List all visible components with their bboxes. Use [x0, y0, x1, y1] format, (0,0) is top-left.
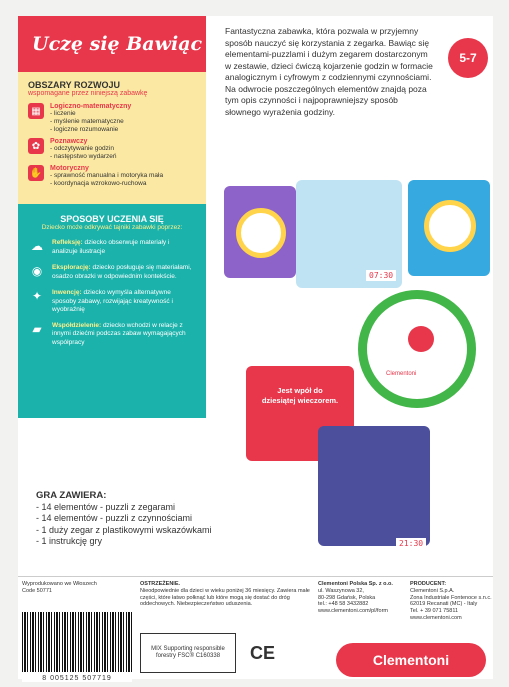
puzzle-scene-evening [318, 426, 430, 546]
brain-icon: ✿ [28, 138, 44, 154]
area-point: - logiczne rozumowanie [50, 126, 119, 133]
contents-item: - 14 elementów - puzzli z zegarami [36, 501, 176, 512]
address-line: www.clementoni.com/pl/form [318, 608, 388, 615]
producer-line: 62019 Recanati (MC) - Italy [410, 601, 478, 608]
time-label: 21:30 [396, 538, 426, 549]
producer-info [410, 581, 492, 622]
methods-subtitle: Dziecko może odkrywać tajniki zabawki poprzez: [41, 224, 183, 231]
method-text: dziecko obserwuje materiały i analizuje ilustracje [52, 239, 170, 255]
method-label: Refleksję: [52, 239, 83, 246]
producer-line: Zona Industriale Fontenoce s.n.c. [410, 594, 492, 601]
area-logical [28, 103, 196, 134]
brand-logo: Clementoni [336, 643, 486, 677]
product-illustration [218, 166, 493, 548]
header-banner [18, 16, 206, 72]
time-label: 07:30 [366, 270, 396, 281]
area-point: - następstwo wydarzeń [50, 153, 117, 160]
address-line: ul. Waszynowa 32, [318, 587, 364, 594]
area-point: - sprawność manualna i motoryka mała [50, 172, 164, 179]
method-text: dziecko wymyśla alternatywne sposoby zabawy, rozwijając kreatywność i wyobraźnię [52, 289, 173, 313]
method-label: Eksplorację: [52, 264, 91, 271]
area-motor [28, 165, 196, 188]
made-in: Wyprodukowano we Włoszech [22, 581, 97, 587]
method-label: Współdzielenie: [52, 321, 102, 329]
warning [140, 581, 310, 608]
method-label: Inwencję: [52, 289, 82, 296]
company-name: Clementoni Polska Sp. z o.o. [318, 581, 393, 587]
area-point: - koordynacja wzrokowo-ruchowa [50, 180, 147, 187]
address-line: 80-298 Gdańsk, Polska [318, 594, 376, 601]
box-back [18, 16, 493, 682]
method-text: dziecko posługuje się materiałami, osadzo obrazki w odpowiednim kontekście. [52, 264, 192, 280]
game-contents [36, 490, 276, 548]
barcode-number: 8 005125 507719 [22, 675, 132, 682]
clock-icon [424, 200, 476, 252]
producer-line: www.clementoni.com [410, 614, 462, 621]
method-row [28, 239, 196, 257]
contents-item: - 1 duży zegar z plastikowymi wskazówkami [36, 524, 212, 535]
area-name: Poznawczy [50, 138, 88, 145]
area-name: Logiczno-matematyczny [50, 103, 132, 110]
method-row [28, 264, 196, 282]
ce-mark-icon: CE [250, 643, 276, 663]
origin-info [22, 581, 112, 595]
clock-icon [236, 208, 286, 258]
method-text: dziecko wchodzi w relacje z innymi dziećmi podczas zabaw wymagających współpracy [52, 321, 186, 346]
area-point: - liczenie [50, 110, 76, 117]
footer [18, 576, 493, 682]
barcode [22, 612, 132, 682]
contents-item: - 14 elementów - puzzli z czynnościami [36, 513, 193, 523]
abacus-icon: ▦ [28, 103, 44, 119]
clock-hand-icon [408, 326, 434, 352]
learning-methods [18, 204, 206, 418]
fsc-label: MIX Supporting responsible forestry FSC® C160338 [140, 633, 236, 673]
product-description: Fantastyczna zabawka, która pozwala w przyjemny sposób nauczyć się korzystania z zegarka. Bawiąc się elementami-puzzlami i dużym zegarem dostarczonym w zestawie, dzieci ćwiczą kojarzenie godzin w formacie analogicznym i cyfrowym z codziennymi czynnościami. Na odwrocie poszczególnych elementów znajdą poza tym opis czynności i najpoprawniejszy sposób słownego wyrażenia godziny. [225, 26, 433, 117]
producer-line: Tel. + 39 071 75811 [410, 608, 459, 615]
warning-text: Nieodpowiednie dla dzieci w wieku poniżej 36 miesięcy. Zawiera małe części, które łatwo połknąć lub które mogą się dostać do dróg oddechowych. Niebezpieczeństwo uduszenia. [140, 587, 310, 608]
chat-icon: ▰ [32, 321, 42, 336]
eye-icon: ◉ [31, 264, 43, 278]
area-cognitive [28, 138, 196, 161]
warning-title: OSTRZEŻENIE. [140, 581, 181, 587]
left-panel [18, 16, 206, 418]
hand-icon: ✋ [28, 165, 44, 181]
reflection-icon: ☁ [31, 239, 43, 253]
areas-title: OBSZARY ROZWOJU [28, 80, 121, 90]
area-name: Motoryczny [50, 165, 89, 172]
methods-title: SPOSOBY UCZENIA SIĘ [60, 214, 164, 224]
red-card-text: Jest wpół do dziesiątej wieczorem. [261, 386, 339, 405]
address-line: tel.: +48 58 3432882 [318, 601, 369, 608]
producer-title: PRODUCENT: [410, 581, 447, 587]
clock-brand: Clementoni [386, 371, 417, 377]
contents-item: - 1 instrukcję gry [36, 536, 103, 546]
age-badge: 5-7 [448, 38, 488, 78]
method-row [28, 322, 196, 348]
area-point: - odczytywanie godzin [50, 145, 114, 152]
area-point: - myślenie matematyczne [50, 118, 124, 125]
product-code: Code 50771 [22, 587, 52, 594]
series-title: Uczę się Bawiąc [32, 33, 203, 55]
development-areas [18, 72, 206, 204]
contents-title: GRA ZAWIERA: [36, 490, 107, 501]
wand-icon: ✦ [31, 289, 43, 303]
areas-subtitle: wspomagane przez niniejszą zabawkę [28, 90, 148, 97]
method-row [28, 289, 196, 315]
distributor-info [318, 581, 406, 615]
producer-line: Clementoni S.p.A. [410, 587, 455, 594]
